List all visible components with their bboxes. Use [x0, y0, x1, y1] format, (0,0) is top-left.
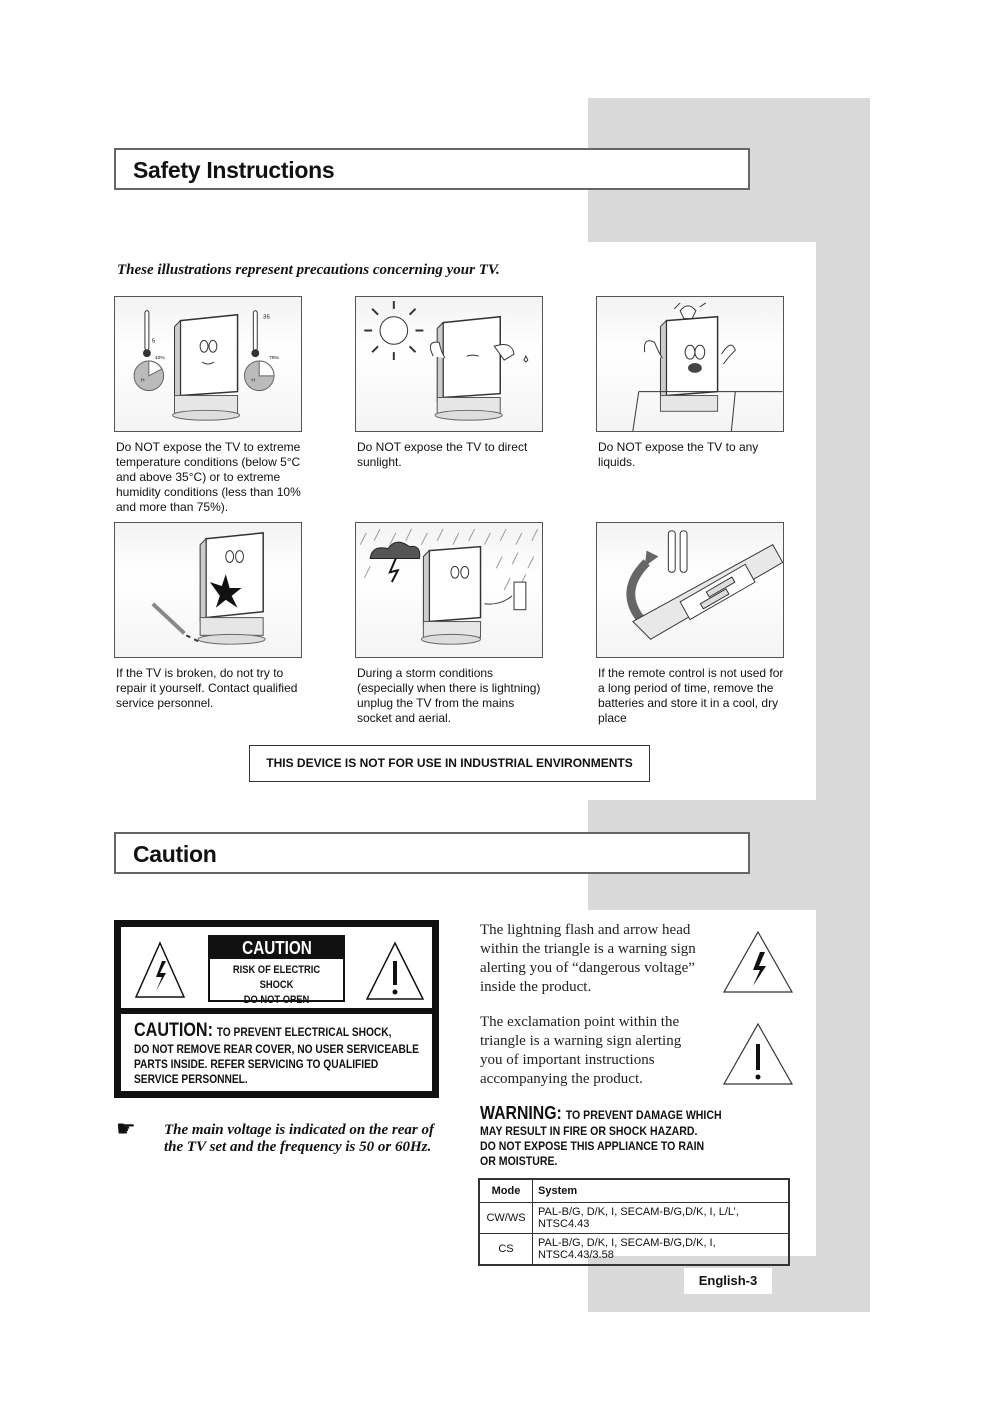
illustration-storm: [355, 522, 543, 658]
caption-remote: If the remote control is not used for a long period of time, remove the batteries and store it in a cool, dry place: [598, 666, 784, 725]
table-row: CW/WS PAL-B/G, D/K, I, SECAM-B/G,D/K, I, L/L’, NTSC4.43: [479, 1203, 789, 1234]
warning-block: [480, 1103, 722, 1169]
risk-line-2: DO NOT OPEN: [243, 994, 310, 1006]
low-humidity-label: 10%: [154, 356, 165, 362]
caption-broken: If the TV is broken, do not try to repair it yourself. Contact qualified service personnel.: [116, 666, 298, 710]
caution-line-2: DO NOT REMOVE REAR COVER, NO USER SERVICEABLE: [134, 1042, 419, 1056]
caution-label-top: [121, 927, 432, 1008]
humidity-h-right: H: [251, 378, 255, 384]
safety-title-box: [114, 148, 750, 190]
illustration-sunlight: [355, 296, 543, 432]
voltage-note-line-1: The main voltage is indicated on the rear of: [164, 1122, 434, 1138]
warning-line-1: TO PREVENT DAMAGE WHICH: [565, 1108, 722, 1122]
table-row: CS PAL-B/G, D/K, I, SECAM-B/G,D/K, I, NTSC4.43/3.58: [479, 1234, 789, 1266]
exclamation-warning-icon: [365, 941, 425, 1001]
caution-line-1: TO PREVENT ELECTRICAL SHOCK,: [216, 1025, 392, 1039]
caution-title: Caution: [133, 841, 217, 867]
caution-box: [208, 935, 345, 1006]
industrial-notice: THIS DEVICE IS NOT FOR USE IN INDUSTRIAL ENVIRONMENTS: [249, 745, 650, 782]
safety-intro: These illustrations represent precautions concerning your TV.: [117, 262, 500, 278]
table-header-row: [479, 1179, 789, 1203]
lightning-warning-icon: [134, 941, 186, 999]
caption-sunlight: Do NOT expose the TV to direct sunlight.: [357, 440, 528, 469]
caution-word: CAUTION:: [134, 1020, 213, 1041]
illustration-remote: [596, 522, 784, 658]
warning-line-4: OR MOISTURE.: [480, 1154, 558, 1168]
high-temp-label: 35: [263, 314, 270, 321]
lightning-triangle-icon: [722, 930, 794, 994]
illustration-liquids: [596, 296, 784, 432]
table-header-system: System: [533, 1179, 790, 1203]
warning-line-3: DO NOT EXPOSE THIS APPLIANCE TO RAIN: [480, 1139, 705, 1153]
caution-line-3: PARTS INSIDE. REFER SERVICING TO QUALIFIED: [134, 1057, 379, 1071]
high-humidity-label: 75%: [269, 356, 279, 362]
system-table: [478, 1178, 790, 1266]
caption-temperature: Do NOT expose the TV to extreme temperature conditions (below 5°C and above 35°C) or to extreme humidity conditions (less than 10% and more than 75%).: [116, 440, 301, 514]
caption-liquids: Do NOT expose the TV to any liquids.: [598, 440, 759, 469]
safety-title: Safety Instructions: [133, 157, 335, 183]
humidity-h-left: H: [141, 378, 145, 384]
warning-word: WARNING:: [480, 1103, 562, 1123]
table-header-mode: Mode: [479, 1179, 533, 1203]
lightning-explanation: The lightning flash and arrow head within the triangle is a warning sign alerting you of “dangerous voltage” inside the product.: [480, 922, 696, 995]
caution-label: [114, 920, 439, 1098]
caution-label-bottom: [121, 1014, 432, 1091]
exclamation-explanation: The exclamation point within the triangle is a warning sign alerting you of important instructions accompanying the product.: [480, 1014, 682, 1087]
caution-heading: CAUTION: [241, 938, 312, 958]
pointing-hand-icon: ☛: [116, 1116, 136, 1141]
caution-line-4: SERVICE PERSONNEL.: [134, 1072, 248, 1086]
risk-line-1: RISK OF ELECTRIC SHOCK: [232, 964, 321, 991]
low-temp-label: 5: [151, 338, 156, 345]
illustration-temperature: [114, 296, 302, 432]
page-number: English-3: [684, 1268, 772, 1294]
exclamation-triangle-icon: [722, 1022, 794, 1086]
warning-line-2: MAY RESULT IN FIRE OR SHOCK HAZARD.: [480, 1124, 698, 1138]
voltage-note-line-2: the TV set and the frequency is 50 or 60Hz.: [164, 1139, 432, 1155]
caution-title-box: [114, 832, 750, 874]
caption-storm: During a storm conditions (especially when there is lightning) unplug the TV from the mains socket and aerial.: [357, 666, 541, 725]
illustration-broken: [114, 522, 302, 658]
